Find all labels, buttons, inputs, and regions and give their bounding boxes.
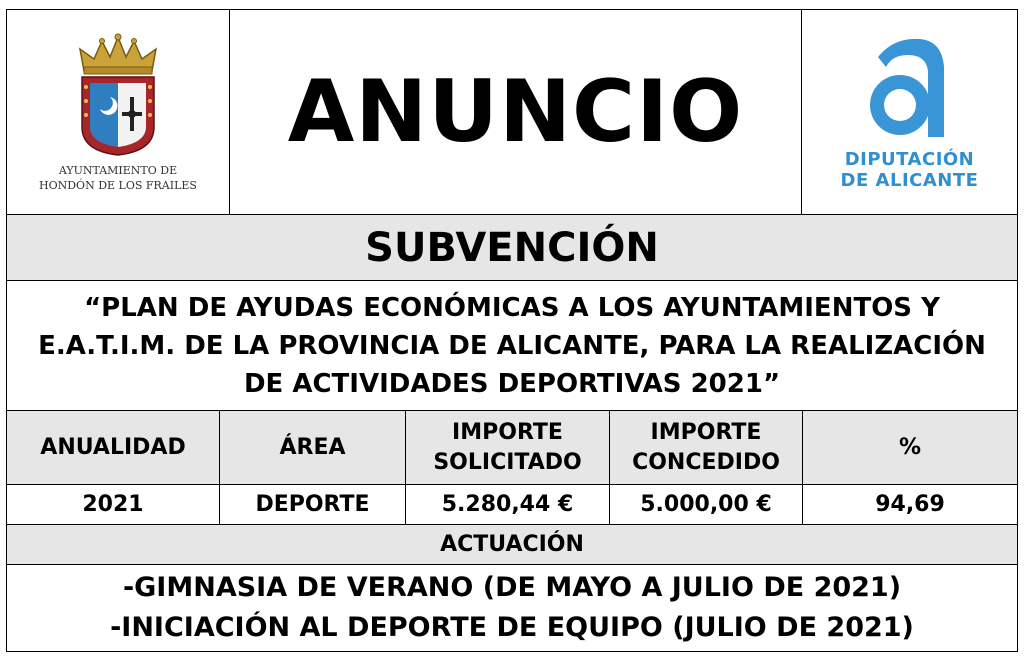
cell-area: DEPORTE [219,485,405,524]
ayuntamiento-logo [7,10,229,214]
actuacion-label: ACTUACIÓN [440,532,584,557]
plan-title-line2: E.A.T.I.M. DE LA PROVINCIA DE ALICANTE, PARA LA REALIZACIÓN [38,330,986,361]
header-importe-concedido-line2: CONCEDIDO [632,449,780,475]
header-percent-label: % [898,434,922,460]
ayuntamiento-name-line2: HONDÓN DE LOS FRAILES [39,179,197,192]
header-importe-concedido [609,411,802,484]
ayuntamiento-name [39,163,197,193]
cell-percent: 94,69 [802,485,1017,524]
table-row [7,485,1017,525]
header-importe-solicitado-line1: IMPORTE [452,419,563,445]
plan-row [7,281,1017,411]
actuacion-items-row [7,565,1017,651]
header-anualidad [7,411,219,484]
list-item: -INICIACIÓN AL DEPORTE DE EQUIPO (JULIO DE 2021) [110,612,914,643]
actuacion-list [7,565,1017,651]
list-item: -GIMNASIA DE VERANO (DE MAYO A JULIO DE 2021) [122,572,902,603]
plan-title [17,281,1007,410]
subtitle-row [7,215,1017,281]
subtitle: SUBVENCIÓN [365,224,659,271]
plan-title-line1: “PLAN DE AYUDAS ECONÓMICAS A LOS AYUNTAMIENTOS Y [84,292,940,323]
announcement-sheet [6,9,1018,652]
header-anualidad-label: ANUALIDAD [40,434,186,460]
header-importe-concedido-line1: IMPORTE [650,419,762,445]
header-percent [802,411,1017,484]
header-importe-solicitado-line2: SOLICITADO [433,449,582,475]
diputacion-name-line2: DE ALICANTE [840,170,979,191]
diputacion-name-line1: DIPUTACIÓN [844,149,975,170]
title-cell [229,10,802,214]
header-importe-solicitado [405,411,609,484]
ayuntamiento-name-line1: AYUNTAMIENTO DE [58,164,178,177]
page-title: ANUNCIO [287,62,744,162]
cell-importe-concedido: 5.000,00 € [609,485,802,524]
header-area [219,411,405,484]
header-row [7,10,1017,215]
actuacion-row [7,525,1017,565]
header-area-label: ÁREA [279,434,346,460]
plan-title-line3: DE ACTIVIDADES DEPORTIVAS 2021” [243,368,781,399]
diputacion-name [841,149,979,191]
diputacion-logo [802,10,1017,214]
diputacion-a-logo-icon [858,33,962,143]
cell-importe-solicitado: 5.280,44 € [405,485,609,524]
cell-anualidad: 2021 [82,491,144,517]
coat-of-arms-icon [76,31,160,157]
table-header-row [7,411,1017,485]
